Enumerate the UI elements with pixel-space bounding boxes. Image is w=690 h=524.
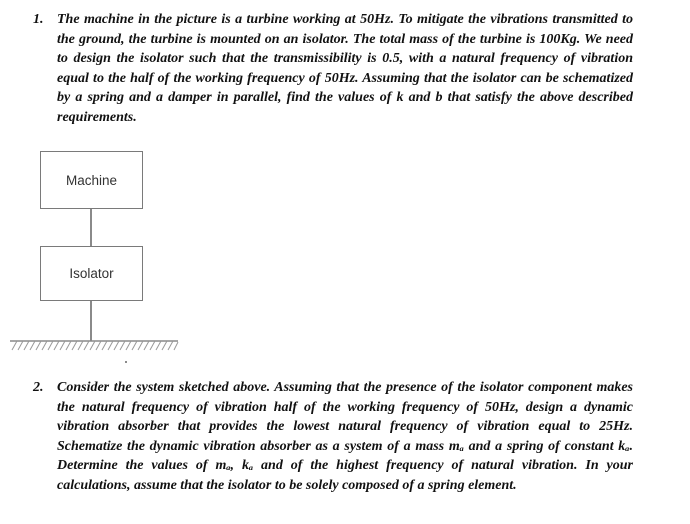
ground-hatch-icon xyxy=(8,338,180,352)
problem-2-number: 2. xyxy=(33,380,44,395)
stray-dot xyxy=(125,361,127,363)
machine-isolator-diagram xyxy=(0,140,240,370)
machine-label: Machine xyxy=(65,172,118,188)
isolator-ground-link xyxy=(90,301,92,341)
problem-1-number: 1. xyxy=(33,12,44,27)
isolator-box xyxy=(40,246,143,301)
machine-isolator-link xyxy=(90,209,92,246)
problem-1-text: The machine in the picture is a turbine working at 50Hz. To mitigate the vibrations transmitted to the ground, the turbine is mounted on an isolator. The total mass of the turbine is 100Kg. We need to design the isolator such that the transmissibility is 0.5, with a natural frequency of vibration equal to the half of the working frequency of 50Hz. Assuming that the isolator can be schematized by a spring and a damper in parallel, find the values of k and b that satisfy the above described requirements. xyxy=(57,12,633,125)
isolator-label: Isolator xyxy=(69,266,114,281)
problem-2-text: Consider the system sketched above. Assuming that the presence of the isolator component makes the natural frequency of vibration half of the working frequency of 50Hz, design a dynamic vibration absorber that provides the lowest natural frequency of vibration equal to 25Hz. Schematize the dynamic vibration absorber as a system of a mass mₐ and a spring of constant kₐ. Determine the values of mₐ, kₐ and of the highest frequency of natural vibration. In your calculations, assume that the isolator to be solely composed of a spring element. xyxy=(57,380,633,493)
machine-box xyxy=(40,151,143,209)
